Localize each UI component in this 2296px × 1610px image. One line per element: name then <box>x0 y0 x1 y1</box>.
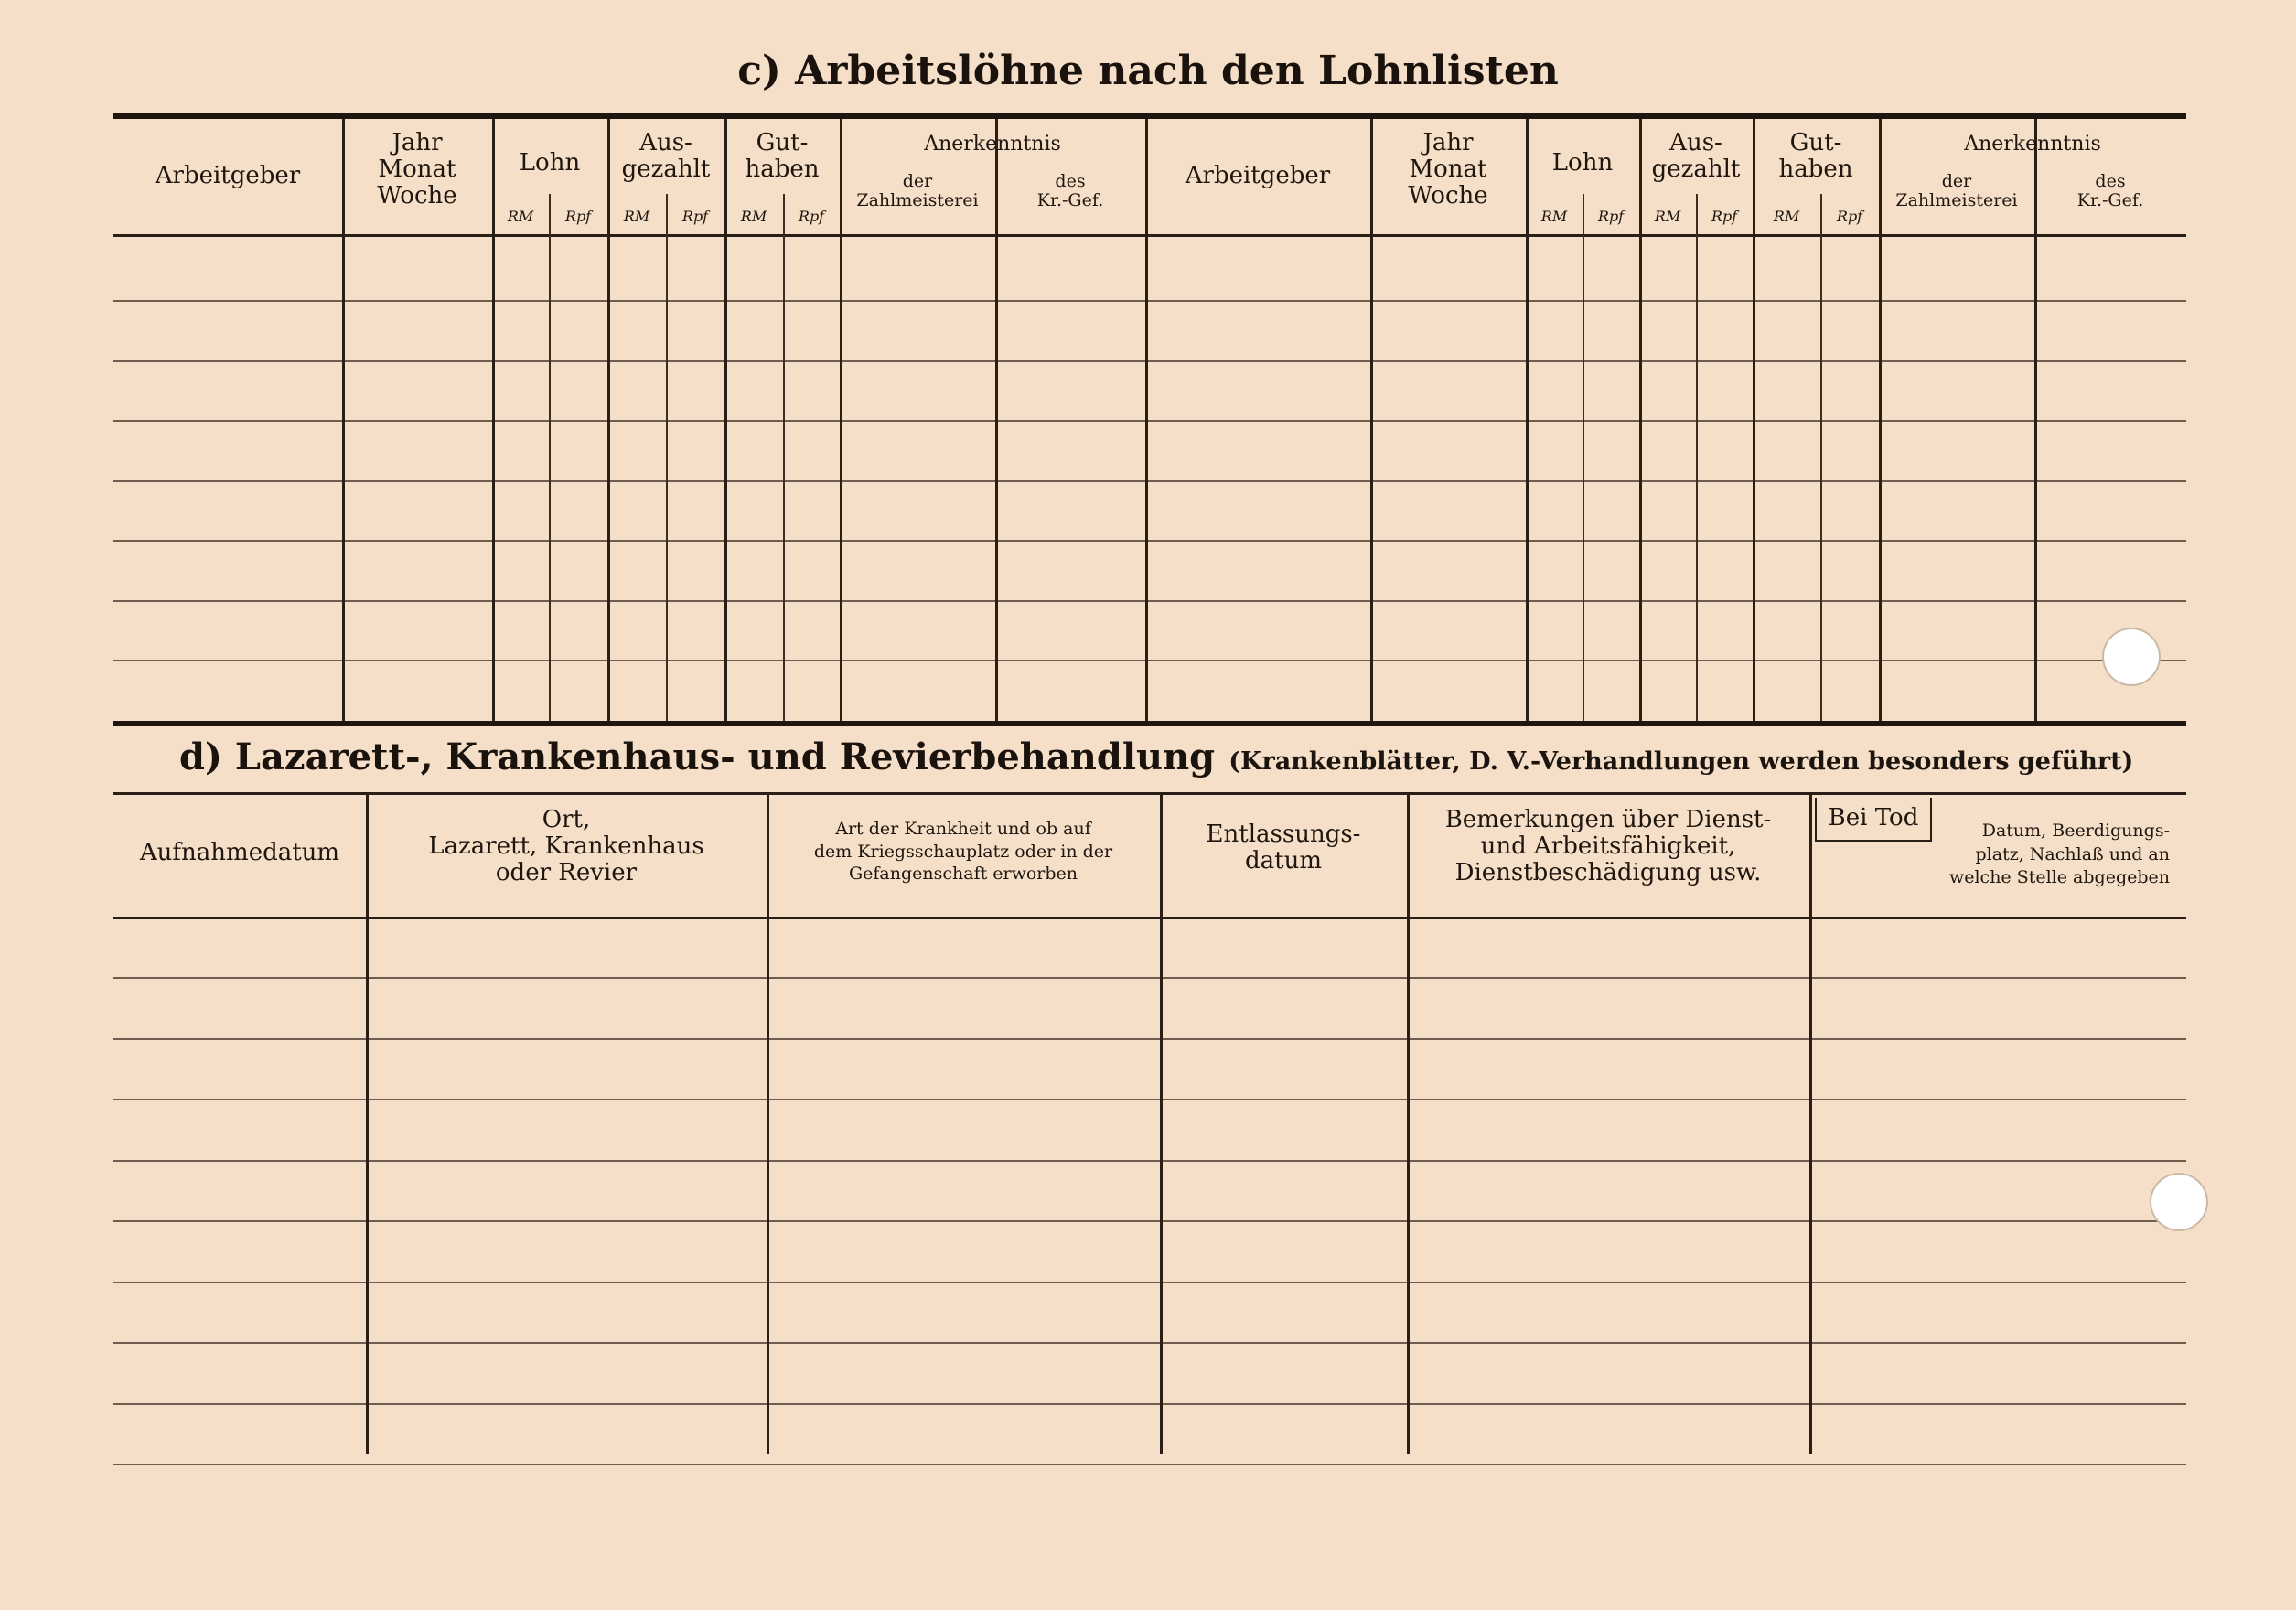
section-d-subtitle: (Krankenblätter, D. V.-Verhandlungen werden besonders geführt) <box>1228 747 2134 776</box>
header-krgef-label: Kr.-Gef. <box>1036 190 1104 211</box>
header-entlassung-line1: Entlassungs- <box>1206 821 1361 848</box>
label-rm: RM <box>740 208 767 225</box>
column-rule <box>366 794 369 1454</box>
header-entlassung-line2: datum <box>1245 847 1322 875</box>
column-rule <box>767 794 769 1454</box>
label-rm: RM <box>1773 208 1800 225</box>
header-ort-line1: Ort, <box>542 806 591 833</box>
subcolumn-rule <box>549 194 551 721</box>
header-ort <box>366 807 767 886</box>
header-zahlmeisterei-der: der <box>1941 171 1972 191</box>
header-bemerkungen-line2: und Arbeitsfähigkeit, <box>1480 832 1736 861</box>
label-rpf: Rpf <box>564 208 592 225</box>
header-bemerkungen-line3: Dienstbeschädigung usw. <box>1454 859 1762 887</box>
header-zahlmeisterei-1 <box>840 172 995 211</box>
header-krankheit-line2: dem Kriegsschauplatz oder in der <box>813 841 1113 862</box>
label-rpf: Rpf <box>1711 208 1738 225</box>
column-rule <box>1809 794 1812 1454</box>
header-zeit-monat: Monat <box>378 156 456 184</box>
label-rpf: Rpf <box>1836 208 1863 225</box>
header-zeit-jahr: Jahr <box>392 129 443 156</box>
label-rm: RM <box>507 208 534 225</box>
subcolumn-rule <box>1583 194 1584 721</box>
header-guthaben-line2: haben <box>745 156 820 184</box>
header-zahlmeisterei-label: Zahlmeisterei <box>856 190 979 211</box>
header-guthaben-line1: Gut- <box>1789 129 1842 156</box>
header-zeit-2 <box>1370 130 1526 209</box>
header-bei-tod: Bei Tod <box>1828 804 1919 832</box>
header-zahlmeisterei-2 <box>1879 172 2034 211</box>
header-bottom-rule <box>113 917 2186 919</box>
header-ausgezahlt-line1: Aus- <box>639 129 692 156</box>
header-beerdigung-line1: Datum, Beerdigungs- <box>1981 821 2170 841</box>
section-c-title: c) Arbeitslöhne nach den Lohnlisten <box>737 48 1559 94</box>
header-krgef-2 <box>2034 172 2186 211</box>
row-rule <box>113 1099 2186 1100</box>
header-aufnahmedatum: Aufnahmedatum <box>139 839 340 866</box>
row-rule <box>113 977 2186 979</box>
header-entlassungsdatum <box>1160 821 1407 875</box>
section-d-title: d) Lazarett-, Krankenhaus- und Revierbehandlung <box>179 735 1216 778</box>
header-ort-line3: oder Revier <box>495 859 638 887</box>
column-rule <box>1160 794 1163 1454</box>
header-krankheit-line1: Art der Krankheit und ob auf <box>835 819 1091 839</box>
header-bottom-rule <box>113 234 2186 237</box>
header-zeit-jahr: Jahr <box>1422 129 1474 156</box>
subcolumn-rule <box>1820 194 1822 721</box>
label-rm: RM <box>1654 208 1681 225</box>
header-arbeitgeber-2: Arbeitgeber <box>1185 162 1331 189</box>
label-rm: RM <box>623 208 650 225</box>
label-rpf: Rpf <box>798 208 825 225</box>
header-zeit-monat: Monat <box>1409 156 1487 184</box>
label-rpf: Rpf <box>1597 208 1625 225</box>
header-bemerkungen <box>1407 807 1809 886</box>
subcolumn-rule <box>1696 194 1698 721</box>
header-guthaben-2 <box>1753 130 1879 183</box>
header-bemerkungen-line1: Bemerkungen über Dienst- <box>1444 806 1772 833</box>
header-ausgezahlt-line1: Aus- <box>1669 129 1722 156</box>
header-beerdigung-line3: welche Stelle abgegeben <box>1948 867 2170 888</box>
header-beerdigung-line2: platz, Nachlaß und an <box>1975 843 2170 864</box>
label-rm: RM <box>1540 208 1568 225</box>
subcolumn-rule <box>666 194 668 721</box>
header-anerkenntnis-2: Anerkenntnis <box>1964 133 2101 156</box>
header-zeit-woche: Woche <box>377 182 457 210</box>
table-bottom-rule <box>113 721 2186 726</box>
header-guthaben-line1: Gut- <box>756 129 809 156</box>
column-rule <box>1145 119 1148 721</box>
label-rpf: Rpf <box>681 208 709 225</box>
header-krgef-des: des <box>1055 171 1086 191</box>
row-rule <box>113 660 2186 661</box>
section-d-heading <box>179 735 2133 778</box>
row-rule <box>113 1342 2186 1344</box>
header-anerkenntnis-1: Anerkenntnis <box>924 133 1061 156</box>
punch-hole-upper <box>2102 628 2161 686</box>
header-guthaben-1 <box>724 130 840 183</box>
header-guthaben-line2: haben <box>1778 156 1853 184</box>
header-datum-beerdigung <box>1928 820 2170 890</box>
header-zahlmeisterei-der: der <box>902 171 933 191</box>
header-krgef-label: Kr.-Gef. <box>2076 190 2144 211</box>
row-rule <box>113 480 2186 482</box>
row-rule <box>113 300 2186 302</box>
header-krankheit-line3: Gefangenschaft erworben <box>848 864 1078 885</box>
header-zeit-woche: Woche <box>1408 182 1488 210</box>
header-zeit-1 <box>342 130 492 209</box>
row-rule <box>113 420 2186 422</box>
row-rule <box>113 1403 2186 1405</box>
header-ort-line2: Lazarett, Krankenhaus <box>428 832 704 861</box>
header-krgef-des: des <box>2095 171 2126 191</box>
table-top-rule <box>113 113 2186 119</box>
header-zahlmeisterei-label: Zahlmeisterei <box>1895 190 2018 211</box>
row-rule <box>113 1220 2186 1222</box>
row-rule <box>113 1160 2186 1162</box>
header-ausgezahlt-1 <box>607 130 724 183</box>
column-rule <box>1407 794 1410 1454</box>
row-rule <box>113 540 2186 542</box>
header-arbeitgeber-1: Arbeitgeber <box>155 162 301 189</box>
subcolumn-rule <box>783 194 785 721</box>
row-rule <box>113 1038 2186 1040</box>
table-top-rule <box>113 792 2186 795</box>
header-ausgezahlt-2 <box>1639 130 1753 183</box>
header-lohn-2: Lohn <box>1551 149 1614 177</box>
row-rule <box>113 360 2186 362</box>
row-rule <box>113 1464 2186 1465</box>
header-krankheit <box>767 818 1160 886</box>
row-rule <box>113 600 2186 602</box>
header-ausgezahlt-line2: gezahlt <box>1651 156 1741 184</box>
row-rule <box>113 1282 2186 1283</box>
header-ausgezahlt-line2: gezahlt <box>621 156 711 184</box>
header-lohn-1: Lohn <box>519 149 581 177</box>
punch-hole-lower <box>2150 1173 2208 1231</box>
header-krgef-1 <box>995 172 1145 211</box>
